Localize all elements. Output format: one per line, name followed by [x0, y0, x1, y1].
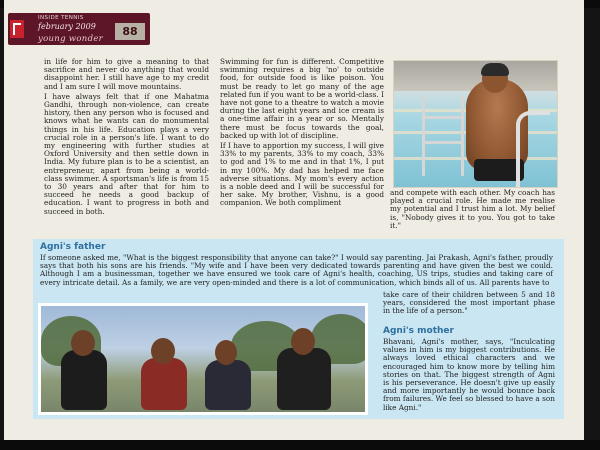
bottom-dark-band [0, 440, 600, 450]
magazine-name: INSIDE TENNIS [38, 15, 84, 21]
swim-cap [481, 63, 509, 76]
person-agni [141, 358, 187, 410]
paragraph: Swimming for fun is different. Competitive swimming requires a big 'no' to outside food, for outside food is like poison. You must be ready to let go many of the age related fun if you want to be a world-class. I have not gone to a theatre to watch a movie during the last eight years and ice cream is a one-time affair in a year or so. Mentally there must be focus towards the goal, backed up with lot of discipline. [220, 57, 384, 140]
person-head [71, 330, 95, 356]
father-paragraph-continued: take care of their children between 5 and 18 years, considered the most important phase in the life of a person." [383, 290, 555, 316]
article-column-3 [390, 189, 555, 232]
person-head [291, 328, 315, 355]
issue-date: february 2009 [38, 22, 96, 31]
person-mother [205, 360, 251, 410]
mother-paragraph: Bhavani, Agni's mother, says, "Inculcating values in him is my biggest contributions. He always loved ethical characters and we encouraged him to know more by telling him stories on that. The biggest strength of Agni is his perseverance. He doesn't give up easily and more importantly he would bounce back from failures. We feel so blessed to have a son like Agni." [383, 337, 555, 412]
person-head [215, 340, 237, 365]
father-paragraph: If someone asked me, "What is the biggest responsibility that anyone can take?" I would say parenting. Jai Prakash, Agni's father, proudly says that both his sons are his friends. "My wife and I have been very dedicated towards parenting and have given the best we could. Although I am a businessman, together we have ensured we took care of Agni's health, coaching, US trips, studies and taking care of every intricate detail. As a family, we are very open-minded and there is a lot of communication, which binds all of us. All parents have to [40, 253, 553, 287]
section-title: young wonder [38, 34, 104, 44]
family-photo [38, 303, 368, 415]
paragraph: I have always felt that if one Mahatma Gandhi, through non-violence, can create history, then any person who is focused and knows what he wants can do monumental things in his life. Education plays a very crucial role in a person's life. I want to do my engineering with further studies at Oxford University and then settle down in India. My future plan is to be a scientist, an entrepreneur, apart from being a world-class swimmer. A sportsman's life is from 15 to 30 years and after that for him to succeed he needs a good backup of education. I want to progress in both and succeed in both. [44, 91, 209, 216]
pool-rail [516, 111, 550, 188]
page-number: 88 [115, 23, 145, 40]
swimmer-photo [393, 60, 558, 188]
paragraph: and compete with each other. My coach has played a crucial role. He made me realise my potential and I trust him a lot. My belief is, "Nobody gives it to you. You got to take it." [390, 188, 555, 230]
article-column-2 [220, 58, 384, 210]
magazine-logo-icon [10, 20, 24, 38]
person-head [151, 338, 175, 364]
person-father [61, 350, 107, 410]
paragraph: in life for him to give a meaning to that sacrifice and never do anything that would disappoint her. I still have age to my credit and I am sure I will move mountains. [44, 57, 209, 91]
paragraph: If I have to apportion my success, I will give 33% to my parents, 33% to my coach, 33% to god and 1% to me and in that 1%, I put in my 100%. My dad has helped me face adverse situations. My mom's every action is a noble deed and I will be successful for her sake. My brother, Vishnu, is a good companion. We both compliment [220, 141, 384, 208]
mother-heading: Agni's mother [383, 326, 454, 336]
article-column-1 [44, 58, 209, 218]
pool-ladder [422, 96, 464, 176]
father-heading: Agni's father [40, 242, 106, 252]
person-brother [277, 348, 331, 410]
